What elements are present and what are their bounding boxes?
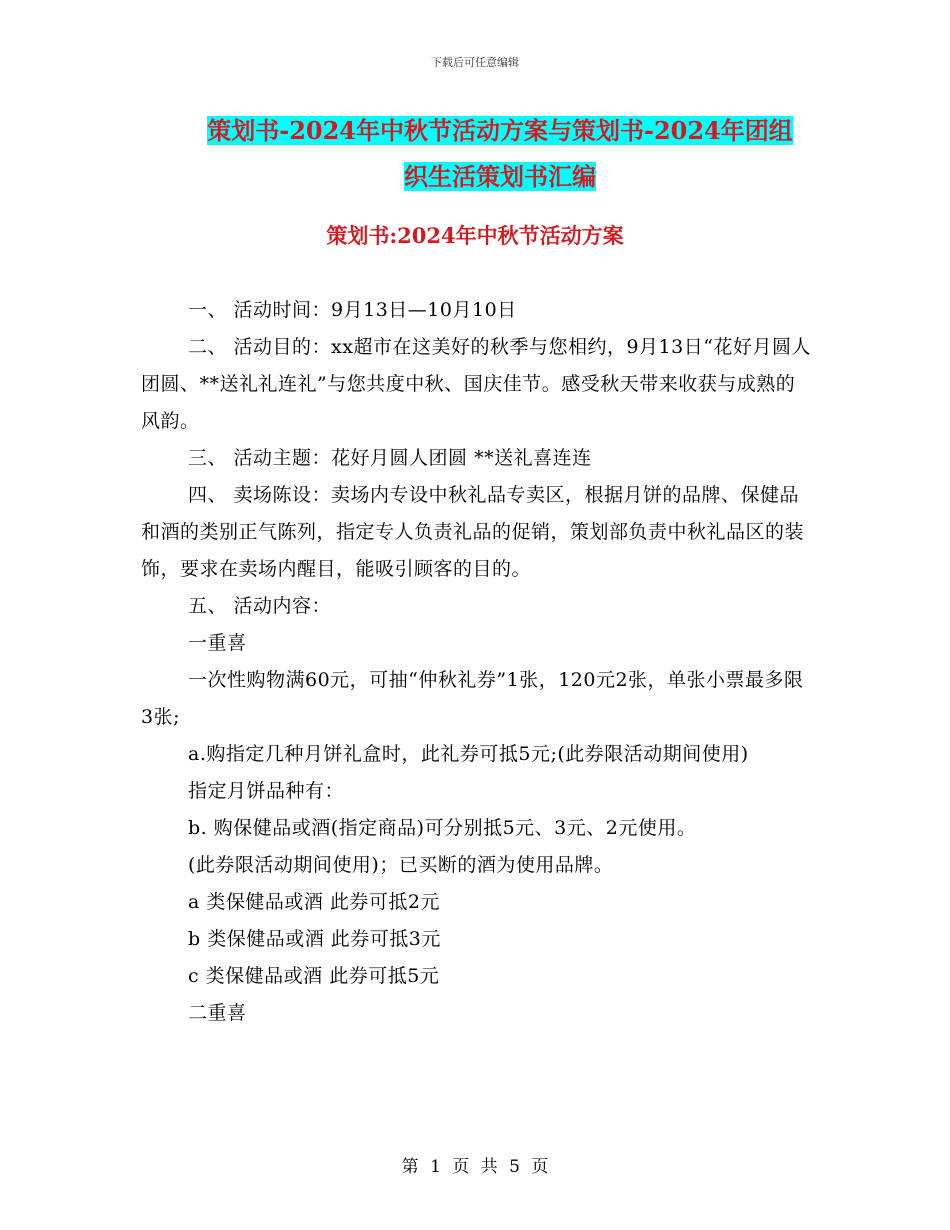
paragraph-lottery-rule: 一次性购物满60元，可抽“仲秋礼券”1张，120元2张，单张小票最多限3张; [141,669,804,728]
section-title: 策划书:2024年中秋节活动方案 [326,223,624,248]
paragraph-second-joy: 二重喜 [188,1002,247,1024]
document-body [141,292,811,1032]
document-title-line-1: 策划书-2024年中秋节活动方案与策划书-2024年团组 [207,116,793,145]
paragraph-activity-content: 五、 活动内容： [188,595,332,617]
paragraph-activity-purpose: 二、 活动目的：xx超市在这美好的秋季与您相约，9月13日“花好月圆人团圆、**送礼礼连礼”与您共度中秋、国庆佳节。感受秋天带来收获与成熟的风韵。 [141,336,811,432]
paragraph-activity-theme: 三、 活动主题：花好月圆人团圆 **送礼喜连连 [188,447,592,469]
paragraph-coupon-note: (此券限活动期间使用)；已买断的酒为使用品牌。 [188,854,614,876]
paragraph-first-joy: 一重喜 [188,632,247,654]
paragraph-class-a: a 类保健品或酒 此券可抵2元 [188,891,440,913]
paragraph-health-wine-coupon: b. 购保健品或酒(指定商品)可分别抵5元、3元、2元使用。 [188,817,697,839]
paragraph-mooncake-varieties: 指定月饼品种有： [188,780,345,802]
paragraph-store-display: 四、 卖场陈设：卖场内专设中秋礼品专卖区，根据月饼的品牌、保健品和酒的类别正气陈列，指定专人负责礼品的促销，策划部负责中秋礼品区的装饰，要求在卖场内醒目，能吸引顾客的目的。 [141,484,805,580]
paragraph-activity-time: 一、 活动时间：9月13日—10月10日 [188,299,517,321]
paragraph-mooncake-coupon: a.购指定几种月饼礼盒时，此礼券可抵5元;(此券限活动期间使用) [188,743,749,765]
document-title [140,108,860,200]
document-title-line-2: 织生活策划书汇编 [404,162,596,191]
paragraph-class-b: b 类保健品或酒 此券可抵3元 [188,928,441,950]
paragraph-class-c: c 类保健品或酒 此券可抵5元 [188,965,440,987]
header-note: 下载后可任意编辑 [431,56,519,69]
page-footer: 第 1 页 共 5 页 [401,1157,549,1177]
